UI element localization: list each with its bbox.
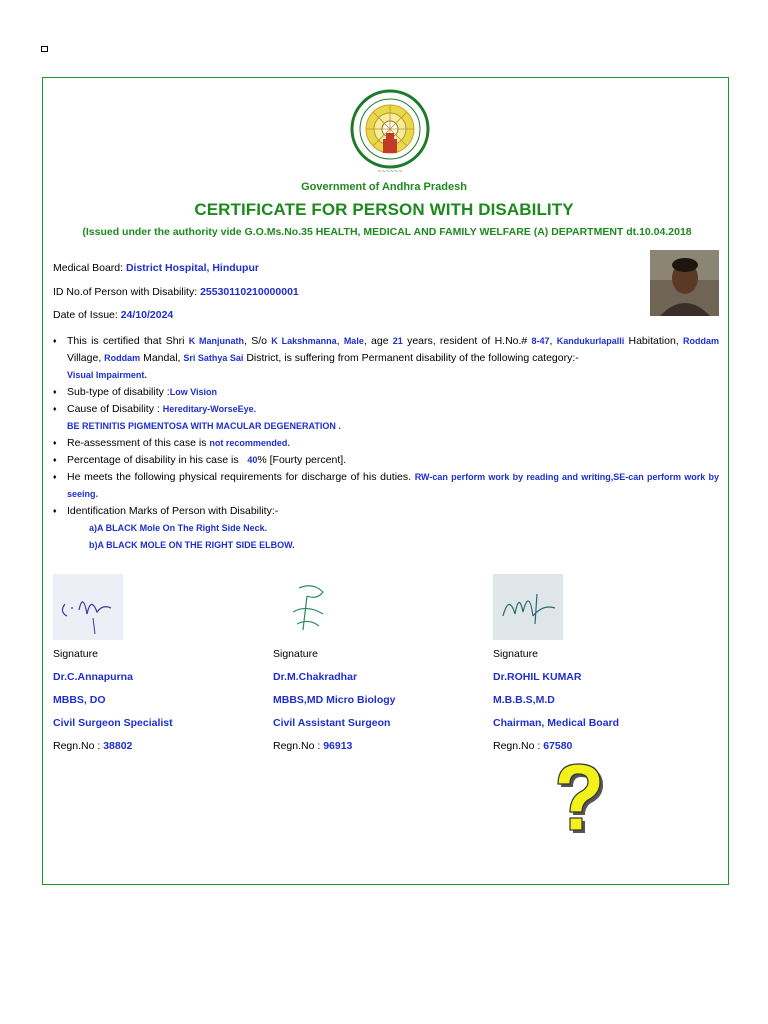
cause-detail: BE RETINITIS PIGMENTOSA WITH MACULAR DEGENERATION . — [67, 421, 341, 431]
cause-row — [53, 401, 719, 435]
person-photo — [650, 250, 719, 316]
house-number: 8-47 — [531, 336, 550, 346]
issue-date-value: 24/10/2024 — [120, 309, 174, 321]
medical-board-label: Medical Board: — [53, 262, 124, 274]
signature-image — [493, 574, 563, 640]
signatory-2 — [273, 574, 463, 758]
subtype-label: Sub-type of disability : — [67, 386, 170, 398]
certificate-details — [53, 333, 719, 554]
certify-text: , — [549, 335, 557, 347]
cause-label: Cause of Disability : — [67, 403, 163, 415]
identification-row — [53, 503, 719, 520]
age: 21 — [392, 336, 403, 346]
authority-line: (Issued under the authority vide G.O.Ms.No.35 HEALTH, MEDICAL AND FAMILY WELFARE (A) DEPARTMENT dt.10.04.2018 — [82, 226, 692, 238]
duties-row — [53, 469, 719, 503]
svg-text:~~~~~~: ~~~~~~ — [377, 169, 403, 175]
id-row — [53, 286, 299, 298]
duties-label: He meets the following physical requirements for discharge of his duties. — [67, 471, 415, 483]
reassessment-label: Re-assessment of this case is — [67, 437, 210, 449]
signatory-designation: Civil Assistant Surgeon — [273, 717, 391, 729]
certify-text: years, resident of H.No.# — [402, 335, 532, 347]
regn-row — [53, 735, 243, 758]
percentage-label: Percentage of disability in his case is — [67, 454, 242, 466]
medical-board-row — [53, 262, 259, 274]
signatory-name: Dr.C.Annapurna — [53, 671, 133, 683]
signatory-designation: Civil Surgeon Specialist — [53, 717, 173, 729]
issue-date-label: Date of Issue: — [53, 309, 118, 321]
regn-number: 38802 — [103, 740, 133, 752]
signatory-1 — [53, 574, 243, 758]
father-name: K Lakshmanna — [271, 336, 337, 346]
gender: Male — [343, 336, 364, 346]
signatory-name: Dr.M.Chakradhar — [273, 671, 358, 683]
signatory-qualification: MBBS,MD Micro Biology — [273, 694, 396, 706]
certify-text: Village, — [67, 352, 105, 364]
certify-text: District, is suffering from Permanent disability of the following category:- — [243, 352, 579, 364]
corner-mark — [41, 46, 48, 52]
subtype-row — [53, 384, 719, 401]
signatory-qualification: M.B.B.S,M.D — [493, 694, 555, 706]
certify-text: , S/o — [244, 335, 272, 347]
signatory-3 — [493, 574, 683, 758]
certification-statement — [53, 333, 719, 384]
district: Sri Sathya Sai — [183, 353, 244, 363]
certify-text: Mandal, — [140, 352, 184, 364]
regn-number: 96913 — [323, 740, 353, 752]
person-name: K Manjunath — [188, 336, 245, 346]
signatory-name: Dr.ROHIL KUMAR — [493, 671, 582, 683]
signature-label: Signature — [273, 648, 318, 660]
signature-label: Signature — [53, 648, 98, 660]
signatory-qualification: MBBS, DO — [53, 694, 106, 706]
village: Roddam — [682, 336, 719, 346]
regn-label: Regn.No : — [493, 740, 544, 752]
signature-label: Signature — [493, 648, 538, 660]
signature-image — [53, 574, 123, 640]
certify-text: This is certified that Shri — [67, 335, 189, 347]
duties-value: RW-can perform work by reading and writing,SE-can perform work by seeing. — [67, 472, 720, 499]
percentage-row — [53, 452, 719, 469]
identification-mark-a: a)A BLACK Mole On The Right Side Neck. — [89, 523, 268, 533]
certify-text: Habitation, — [624, 335, 679, 347]
percentage-suffix: % [Fourty percent]. — [257, 454, 347, 466]
signatory-designation: Chairman, Medical Board — [493, 717, 620, 729]
mandal: Roddam — [104, 353, 141, 363]
cause-value: Hereditary-WorseEye. — [162, 404, 257, 414]
issue-date-row — [53, 309, 173, 321]
page-title: CERTIFICATE FOR PERSON WITH DISABILITY — [194, 200, 574, 219]
reassessment-value: not recommended. — [209, 438, 290, 448]
disability-category: Visual Impairment. — [67, 370, 147, 380]
reassessment-row — [53, 435, 719, 452]
identification-mark-b: b)A BLACK MOLE ON THE RIGHT SIDE ELBOW. — [89, 540, 295, 550]
signature-image — [273, 574, 343, 640]
regn-label: Regn.No : — [53, 740, 104, 752]
medical-board-value: District Hospital, Hindupur — [125, 262, 259, 274]
identification-label: Identification Marks of Person with Disability:- — [67, 505, 279, 517]
regn-number: 67580 — [543, 740, 573, 752]
regn-row — [273, 735, 463, 758]
regn-row — [493, 735, 683, 758]
certify-text: , age — [363, 335, 393, 347]
id-label: ID No.of Person with Disability: — [53, 286, 198, 298]
question-mark-icon — [550, 762, 610, 840]
regn-label: Regn.No : — [273, 740, 324, 752]
habitation: Kandukurlapalli — [556, 336, 625, 346]
andhra-pradesh-emblem — [345, 87, 435, 177]
certify-text: , — [336, 335, 344, 347]
percentage-value: 40 — [247, 455, 258, 465]
id-value: 25530110210000001 — [200, 286, 299, 298]
government-name: Government of Andhra Pradesh — [301, 181, 467, 193]
subtype-value: Low Vision — [169, 387, 218, 397]
